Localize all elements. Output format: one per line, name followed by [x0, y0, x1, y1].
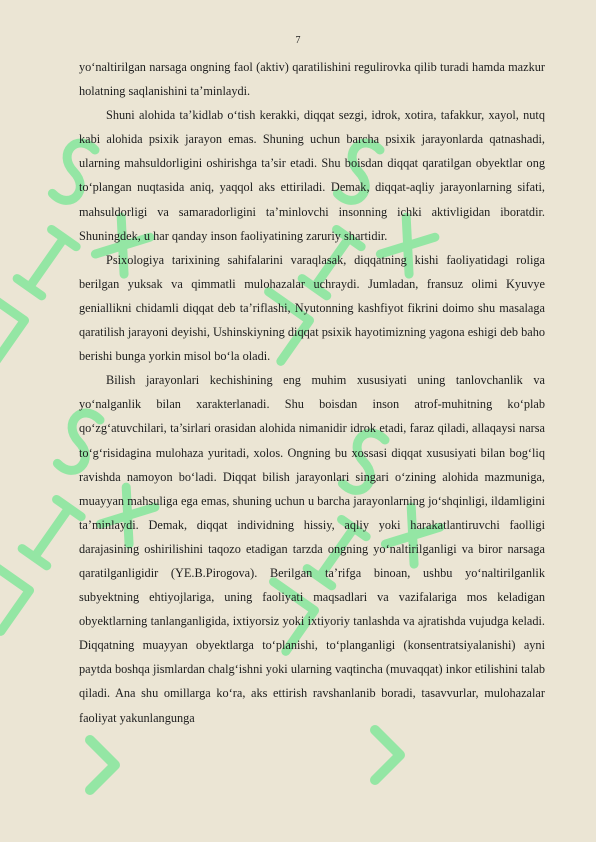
paragraph-4: Bilish jarayonlari kechishining eng muhim xususiyati uning tanlovchanlik va yo‘nalganlik bilan xarakterlanadi. Shu boisdan inson atrof-muhitning ko‘plab qo‘zg‘atuvchilari, ta’sirlari orasidan alohida nimanidir idrok etadi, faraz qiladi, allaqaysi narsa to‘g‘risidagina mulohaza yuritadi, xolos. Ongning bu xossasi diqqat xususiyati bilan bog‘liq ravishda namoyon bo‘ladi. Diqqat bilish jarayonlari singari o‘zining alohida mazmuniga, muayyan mahsuliga ega emas, shuning uchun u barcha jarayonlarning jo‘shqinligi, ildamligini ta’minlaydi. Demak, diqqat individning hissiy, aqliy yoki harakatlantiruvchi faolligi darajasining oshirilishini taqozo etadigan tarzda ongning yo‘naltirilganligi va biror narsaga qaratilganligidir (YE.B.Pirogova). Berilgan ta’rifga binoan, ushbu yo‘naltirilganlik subyektning ehtiyojlariga, uning faoliyati maqsadlari va vazifalariga mos keladigan obyektlarning tanlanganligida, ixtiyorsiz yoki ixtiyoriy tanlashda va ajratishda vujudga keladi. Diqqatning muayyan obyektlarga to‘planishi, to‘planganligi (konsentratsiyalanishi) ayni paytda boshqa jismlardan chalg‘ishni yoki ularning vaqtincha (muvaqqat) inkor etilishini talab qiladi. Ana shu omillarga ko‘ra, aks ettirish ravshanlanib boradi, tasavvurlar, mulohazalar faoliyat yakunlangunga	[79, 373, 545, 725]
watermark-arrow-right	[375, 730, 400, 780]
paragraph-2: Shuni alohida ta’kidlab o‘tish kerakki, diqqat sezgi, idrok, xotira, tafakkur, xayol, nutq kabi alohida psixik jarayon emas. Shuning uchun barcha psixik jarayonlarda qatnashadi, ularning mahsuldorligini oshirishga ta’sir etadi. Shu boisdan diqqat qaratilgan obyektlar ong to‘plangan nuqtasida aniq, yaqqol aks ettiriladi. Demak, diqqat-aqliy jarayonlarning sifati, mahsuldorligi va samaradorligini ta’minlovchi insonning ichki aktivligidan iboratdir. Shuningdek, u har qanday inson faoliyatining zaruriy shartidir.	[79, 108, 545, 243]
document-body	[79, 55, 545, 730]
watermark-arrow-left	[90, 740, 115, 790]
paragraph-1: yo‘naltirilgan narsaga ongning faol (aktiv) qaratilishini regulirovka qilib turadi hamda mazkur holatning saqlanishini ta’minlaydi.	[79, 60, 545, 99]
paragraph-3: Psixologiya tarixining sahifalarini varaqlasak, diqqatning kishi faoliyatidagi roliga berilgan yuksak va qimmatli mulohazalar uchraydi. Jumladan, fransuz olimi Kyuvye geniallikni chidamli diqqat deb ta’riflashi, Nyutonning kashfiyot fikrini doimo shu masalaga qaratilish jarayoni deyishi, Ushinskiyning diqqat psixik hayotimizning yagona eshigi deb baho berishi bunga yorkin misol bo‘la oladi.	[79, 252, 545, 364]
page-number: 7	[295, 35, 301, 46]
